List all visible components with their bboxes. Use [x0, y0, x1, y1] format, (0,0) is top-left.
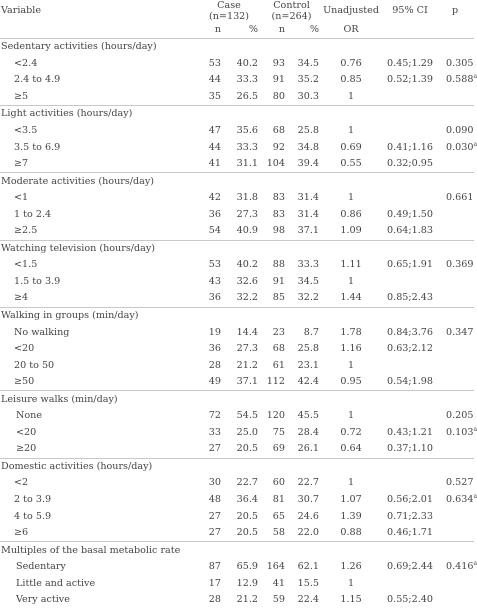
control-n-cell: 59 [261, 592, 288, 609]
table-row [0, 508, 474, 525]
p-footnote-mark: a [474, 73, 477, 80]
section-row [0, 39, 474, 56]
control-pct-cell: 31.4 [288, 190, 322, 207]
row-label: <20 [0, 341, 197, 358]
case-n-cell: 48 [197, 492, 224, 509]
section-label: Moderate activities (hours/day) [0, 173, 474, 190]
ci-cell: 0.63;2.12 [380, 341, 440, 358]
row-label: <3.5 [0, 123, 197, 140]
ci-cell [380, 408, 440, 425]
section-row [0, 391, 474, 408]
table-row [0, 223, 474, 240]
control-pct-cell: 22.4 [288, 592, 322, 609]
control-n-cell: 120 [261, 408, 288, 425]
control-pct-cell: 42.4 [288, 374, 322, 391]
p-cell [440, 341, 474, 358]
p-cell [440, 559, 474, 576]
control-pct-cell: 23.1 [288, 357, 322, 374]
or-cell: 1.16 [322, 341, 380, 358]
p-footnote-mark: a [474, 140, 477, 147]
row-label: 2.4 to 4.9 [0, 72, 197, 89]
or-cell: 0.85 [322, 72, 380, 89]
p-footnote-mark: a [474, 560, 477, 567]
ci-cell: 0.84;3.76 [380, 324, 440, 341]
table-row [0, 206, 474, 223]
control-pct-cell: 30.7 [288, 492, 322, 509]
row-label: 2 to 3.9 [0, 492, 197, 509]
p-footnote-mark: a [474, 493, 477, 500]
case-n-cell: 49 [197, 374, 224, 391]
table-row [0, 139, 474, 156]
case-pct-cell: 27.3 [224, 206, 261, 223]
row-label: Little and active [0, 576, 197, 593]
unadjusted-header: Unadjusted [322, 0, 380, 22]
case-n-cell: 28 [197, 592, 224, 609]
p-cell [440, 56, 474, 73]
row-label: 4 to 5.9 [0, 508, 197, 525]
case-pct-cell: 40.2 [224, 257, 261, 274]
p-cell [440, 223, 474, 240]
table-row [0, 123, 474, 140]
control-pct-cell: 22.7 [288, 475, 322, 492]
or-cell: 0.88 [322, 525, 380, 542]
control-pct-cell: 32.2 [288, 290, 322, 307]
ci-cell [380, 274, 440, 291]
or-cell: 1.15 [322, 592, 380, 609]
table-row [0, 425, 474, 442]
row-label: 1 to 2.4 [0, 206, 197, 223]
p-value: 0.634 [446, 494, 473, 505]
row-label: ≥20 [0, 441, 197, 458]
section-label: Multiples of the basal metabolic rate [0, 542, 474, 559]
case-header [197, 0, 261, 22]
case-n-cell: 36 [197, 341, 224, 358]
row-label: ≥5 [0, 89, 197, 106]
control-pct-cell: 34.5 [288, 56, 322, 73]
case-pct-cell: 40.9 [224, 223, 261, 240]
case-pct-cell: 32.6 [224, 274, 261, 291]
p-value: 0.661 [446, 192, 473, 203]
control-n-cell: 65 [261, 508, 288, 525]
case-pct-cell: 20.5 [224, 441, 261, 458]
case-pct-cell: 35.6 [224, 123, 261, 140]
table-body [0, 39, 474, 609]
case-pct-cell: 65.9 [224, 559, 261, 576]
control-header [261, 0, 322, 22]
table-row [0, 89, 474, 106]
control-pct-cell: 34.8 [288, 139, 322, 156]
p-value: 0.305 [446, 58, 473, 69]
table-row [0, 374, 474, 391]
or-cell: 1 [322, 274, 380, 291]
case-pct-cell: 26.5 [224, 89, 261, 106]
ci-cell: 0.69;2.44 [380, 559, 440, 576]
p-value: 0.347 [446, 327, 473, 338]
control-label: Control [261, 0, 322, 11]
case-n-cell: 27 [197, 441, 224, 458]
p-cell [440, 190, 474, 207]
control-n-cell: 23 [261, 324, 288, 341]
p-cell [440, 89, 474, 106]
row-label: <1 [0, 190, 197, 207]
p-cell [440, 508, 474, 525]
p-cell [440, 72, 474, 89]
ci-header: 95% CI [380, 0, 440, 22]
row-label: ≥2.5 [0, 223, 197, 240]
control-n-col: n [261, 22, 288, 39]
section-label: Walking in groups (min/day) [0, 307, 474, 324]
case-pct-cell: 32.2 [224, 290, 261, 307]
p-footnote-mark: a [474, 426, 477, 433]
ci-cell [380, 123, 440, 140]
ci-cell [380, 475, 440, 492]
table-row [0, 576, 474, 593]
table-row [0, 274, 474, 291]
case-pct-cell: 12.9 [224, 576, 261, 593]
ci-cell [380, 576, 440, 593]
row-label: ≥7 [0, 156, 197, 173]
section-row [0, 542, 474, 559]
case-n-cell: 36 [197, 290, 224, 307]
ci-cell [380, 357, 440, 374]
section-label: Domestic activities (hours/day) [0, 458, 474, 475]
control-pct-cell: 8.7 [288, 324, 322, 341]
control-n-cell: 164 [261, 559, 288, 576]
control-n-cell: 68 [261, 341, 288, 358]
variable-header: Variable [0, 0, 197, 22]
control-n-cell: 81 [261, 492, 288, 509]
p-cell [440, 257, 474, 274]
table-row [0, 492, 474, 509]
control-pct-cell: 15.5 [288, 576, 322, 593]
row-label: <2.4 [0, 56, 197, 73]
case-n-cell: 47 [197, 123, 224, 140]
p-value: 0.369 [446, 259, 473, 270]
table-row [0, 341, 474, 358]
ci-cell: 0.64;1.83 [380, 223, 440, 240]
p-cell [440, 576, 474, 593]
section-label: Sedentary activities (hours/day) [0, 39, 474, 56]
p-cell [440, 357, 474, 374]
header-row-1 [0, 0, 474, 22]
case-pct-cell: 21.2 [224, 592, 261, 609]
case-n-col: n [197, 22, 224, 39]
ci-cell [380, 190, 440, 207]
case-n-cell: 41 [197, 156, 224, 173]
p-cell [440, 441, 474, 458]
row-label: ≥50 [0, 374, 197, 391]
ci-cell: 0.37;1.10 [380, 441, 440, 458]
section-row [0, 240, 474, 257]
ci-cell: 0.56;2.01 [380, 492, 440, 509]
control-n-cell: 112 [261, 374, 288, 391]
p-header: p [440, 0, 474, 22]
control-n-cell: 92 [261, 139, 288, 156]
case-pct-cell: 20.5 [224, 508, 261, 525]
row-label: ≥4 [0, 290, 197, 307]
ci-cell: 0.32;0.95 [380, 156, 440, 173]
section-row [0, 106, 474, 123]
case-pct-cell: 33.3 [224, 139, 261, 156]
control-n-cell: 83 [261, 206, 288, 223]
case-label: Case [197, 0, 261, 11]
or-cell: 1.26 [322, 559, 380, 576]
control-pct-cell: 62.1 [288, 559, 322, 576]
p-value: 0.103 [446, 427, 473, 438]
or-cell: 1.39 [322, 508, 380, 525]
case-pct-cell: 31.1 [224, 156, 261, 173]
case-n-cell: 27 [197, 508, 224, 525]
p-cell [440, 408, 474, 425]
case-n: (n=132) [197, 11, 261, 22]
p-cell [440, 374, 474, 391]
row-label: 20 to 50 [0, 357, 197, 374]
case-n-cell: 27 [197, 525, 224, 542]
row-label: <20 [0, 425, 197, 442]
p-cell [440, 206, 474, 223]
or-cell: 0.76 [322, 56, 380, 73]
or-cell: 1 [322, 408, 380, 425]
control-n-cell: 69 [261, 441, 288, 458]
control-pct-cell: 45.5 [288, 408, 322, 425]
control-n-cell: 104 [261, 156, 288, 173]
case-pct-cell: 37.1 [224, 374, 261, 391]
p-cell [440, 324, 474, 341]
control-pct-cell: 26.1 [288, 441, 322, 458]
or-cell: 1.44 [322, 290, 380, 307]
control-n-cell: 98 [261, 223, 288, 240]
control-pct-cell: 35.2 [288, 72, 322, 89]
ci-cell [380, 89, 440, 106]
or-cell: 0.72 [322, 425, 380, 442]
row-label: <1.5 [0, 257, 197, 274]
or-cell: 0.95 [322, 374, 380, 391]
case-pct-cell: 27.3 [224, 341, 261, 358]
section-label: Watching television (hours/day) [0, 240, 474, 257]
or-cell: 0.69 [322, 139, 380, 156]
table-row [0, 525, 474, 542]
case-n-cell: 36 [197, 206, 224, 223]
case-n-cell: 35 [197, 89, 224, 106]
control-n-cell: 91 [261, 274, 288, 291]
case-n-cell: 54 [197, 223, 224, 240]
p-cell [440, 475, 474, 492]
case-n-cell: 43 [197, 274, 224, 291]
control-pct-cell: 33.3 [288, 257, 322, 274]
table-row [0, 357, 474, 374]
p-value: 0.205 [446, 410, 473, 421]
control-n-cell: 60 [261, 475, 288, 492]
case-n-cell: 33 [197, 425, 224, 442]
control-n-cell: 75 [261, 425, 288, 442]
ci-cell: 0.49;1.50 [380, 206, 440, 223]
section-row [0, 458, 474, 475]
control-pct-cell: 34.5 [288, 274, 322, 291]
ci-cell: 0.55;2.40 [380, 592, 440, 609]
row-label: 1.5 to 3.9 [0, 274, 197, 291]
table-row [0, 408, 474, 425]
row-label: 3.5 to 6.9 [0, 139, 197, 156]
row-label: Very active [0, 592, 197, 609]
header-row-2 [0, 22, 474, 39]
control-pct-cell: 25.8 [288, 123, 322, 140]
case-pct-cell: 25.0 [224, 425, 261, 442]
case-n-cell: 87 [197, 559, 224, 576]
or-cell: 1.07 [322, 492, 380, 509]
section-row [0, 307, 474, 324]
or-cell: 1 [322, 190, 380, 207]
or-cell: 1.09 [322, 223, 380, 240]
ci-cell: 0.65;1.91 [380, 257, 440, 274]
control-pct-col: % [288, 22, 322, 39]
case-pct-cell: 40.2 [224, 56, 261, 73]
control-n-cell: 58 [261, 525, 288, 542]
case-n-cell: 53 [197, 257, 224, 274]
or-cell: 1 [322, 123, 380, 140]
table-row [0, 190, 474, 207]
or-cell: 1 [322, 576, 380, 593]
table-row [0, 324, 474, 341]
table-row [0, 56, 474, 73]
or-cell: 1 [322, 357, 380, 374]
section-label: Leisure walks (min/day) [0, 391, 474, 408]
table-row [0, 475, 474, 492]
case-pct-col: % [224, 22, 261, 39]
control-n-cell: 91 [261, 72, 288, 89]
control-pct-cell: 30.3 [288, 89, 322, 106]
case-n-cell: 44 [197, 139, 224, 156]
case-n-cell: 19 [197, 324, 224, 341]
table-row [0, 257, 474, 274]
ci-cell: 0.85;2.43 [380, 290, 440, 307]
row-label: None [0, 408, 197, 425]
or-cell: 1 [322, 475, 380, 492]
control-n-cell: 85 [261, 290, 288, 307]
case-n-cell: 28 [197, 357, 224, 374]
row-label: <2 [0, 475, 197, 492]
p-cell [440, 492, 474, 509]
or-cell: 0.86 [322, 206, 380, 223]
table-row [0, 592, 474, 609]
case-pct-cell: 31.8 [224, 190, 261, 207]
control-pct-cell: 31.4 [288, 206, 322, 223]
p-value: 0.416 [446, 561, 473, 572]
p-cell [440, 425, 474, 442]
control-n: (n=264) [261, 11, 322, 22]
p-value: 0.527 [446, 477, 473, 488]
or-cell: 1.11 [322, 257, 380, 274]
table-row [0, 441, 474, 458]
control-pct-cell: 22.0 [288, 525, 322, 542]
case-n-cell: 44 [197, 72, 224, 89]
control-n-cell: 83 [261, 190, 288, 207]
case-pct-cell: 20.5 [224, 525, 261, 542]
p-cell [440, 592, 474, 609]
p-cell [440, 156, 474, 173]
p-value: 0.030 [446, 142, 473, 153]
control-pct-cell: 24.6 [288, 508, 322, 525]
control-pct-cell: 39.4 [288, 156, 322, 173]
table-row [0, 156, 474, 173]
case-pct-cell: 21.2 [224, 357, 261, 374]
or-cell: 1 [322, 89, 380, 106]
p-cell [440, 123, 474, 140]
case-pct-cell: 33.3 [224, 72, 261, 89]
p-cell [440, 139, 474, 156]
case-n-cell: 30 [197, 475, 224, 492]
control-pct-cell: 25.8 [288, 341, 322, 358]
control-n-cell: 93 [261, 56, 288, 73]
case-pct-cell: 22.7 [224, 475, 261, 492]
p-cell [440, 525, 474, 542]
control-n-cell: 61 [261, 357, 288, 374]
or-col: OR [322, 22, 380, 39]
case-n-cell: 72 [197, 408, 224, 425]
table-row [0, 290, 474, 307]
control-n-cell: 41 [261, 576, 288, 593]
table-row [0, 72, 474, 89]
section-label: Light activities (hours/day) [0, 106, 474, 123]
control-n-cell: 88 [261, 257, 288, 274]
control-pct-cell: 28.4 [288, 425, 322, 442]
control-n-cell: 80 [261, 89, 288, 106]
case-pct-cell: 36.4 [224, 492, 261, 509]
ci-cell: 0.71;2.33 [380, 508, 440, 525]
ci-cell: 0.46;1.71 [380, 525, 440, 542]
ci-cell: 0.52;1.39 [380, 72, 440, 89]
case-n-cell: 53 [197, 56, 224, 73]
ci-cell: 0.45;1.29 [380, 56, 440, 73]
section-row [0, 173, 474, 190]
case-pct-cell: 14.4 [224, 324, 261, 341]
control-n-cell: 68 [261, 123, 288, 140]
ci-cell: 0.54;1.98 [380, 374, 440, 391]
p-cell [440, 290, 474, 307]
row-label: ≥6 [0, 525, 197, 542]
ci-cell: 0.43;1.21 [380, 425, 440, 442]
row-label: Sedentary [0, 559, 197, 576]
or-cell: 0.55 [322, 156, 380, 173]
case-n-cell: 17 [197, 576, 224, 593]
p-cell [440, 274, 474, 291]
control-pct-cell: 37.1 [288, 223, 322, 240]
p-value: 0.090 [446, 125, 473, 136]
p-value: 0.588 [446, 74, 473, 85]
or-cell: 1.78 [322, 324, 380, 341]
case-pct-cell: 54.5 [224, 408, 261, 425]
case-n-cell: 42 [197, 190, 224, 207]
row-label: No walking [0, 324, 197, 341]
table-row [0, 559, 474, 576]
ci-cell: 0.41;1.16 [380, 139, 440, 156]
or-cell: 0.64 [322, 441, 380, 458]
